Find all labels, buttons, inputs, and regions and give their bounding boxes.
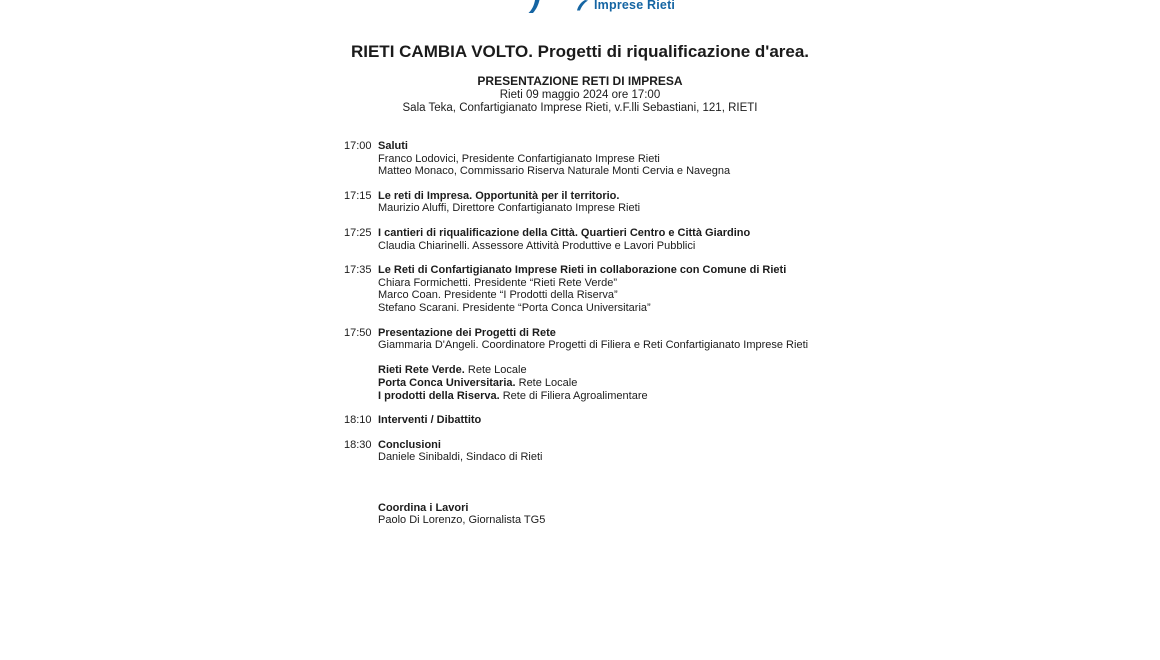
schedule-item: [344, 190, 904, 215]
spacer: [378, 352, 904, 365]
network-item: [378, 377, 904, 390]
schedule-time: 17:15: [344, 189, 372, 202]
session-title: Presentazione dei Progetti di Rete: [378, 326, 556, 339]
session-speaker: Franco Lodovici, Presidente Confartigianato Imprese Rieti: [378, 152, 660, 165]
session-speaker: Stefano Scarani. Presidente “Porta Conca Universitaria”: [378, 301, 651, 314]
moderator-title: Coordina i Lavori: [378, 501, 469, 514]
moderator-name: Paolo Di Lorenzo, Giornalista TG5: [378, 514, 546, 527]
session-title: Interventi / Dibattito: [378, 414, 482, 427]
session-speaker: Daniele Sinibaldi, Sindaco di Rieti: [378, 451, 543, 464]
event-subtitle: PRESENTAZIONE RETI DI IMPRESA: [477, 74, 683, 88]
schedule-item: [344, 327, 904, 403]
schedule-time: 17:00: [344, 140, 372, 152]
schedule-time: 18:30: [344, 438, 372, 451]
logo-strip: [0, 0, 1160, 14]
schedule-time: 18:10: [344, 414, 372, 427]
empty-time-cell: [344, 502, 378, 527]
logo-text: Imprese Rieti: [594, 0, 676, 12]
session-speaker: Claudia Chiarinelli. Assessore Attività Produttive e Lavori Pubblici: [378, 239, 696, 252]
network-desc: Rete di Filiera Agroalimentare: [502, 389, 648, 402]
network-name: I prodotti della Riserva.: [378, 389, 500, 402]
network-desc: Rete Locale: [518, 376, 578, 389]
session-speaker: Chiara Formichetti. Presidente “Rieti Rete Verde”: [378, 276, 618, 289]
session-title: Le reti di Impresa. Opportunità per il territorio.: [378, 189, 620, 202]
page-title: RIETI CAMBIA VOLTO. Progetti di riqualificazione d'area.: [350, 42, 810, 61]
session-title: I cantieri di riqualificazione della Città. Quartieri Centro e Città Giardino: [378, 226, 751, 239]
event-date: Rieti 09 maggio 2024 ore 17:00: [499, 88, 661, 101]
network-name: Porta Conca Universitaria.: [378, 376, 516, 389]
schedule-item: [344, 439, 904, 464]
schedule-time: 17:35: [344, 264, 372, 277]
network-name: Rieti Rete Verde.: [378, 364, 465, 377]
logo-glyph-fragment-icon: [577, 0, 588, 11]
network-desc: Rete Locale: [467, 364, 527, 377]
session-speaker: Matteo Monaco, Commissario Riserva Naturale Monti Cervia e Navegna: [378, 165, 731, 178]
session-speaker: Maurizio Aluffi, Direttore Confartigianato Imprese Rieti: [378, 202, 641, 215]
session-speaker: Giammaria D'Angeli. Coordinatore Progetti di Filiera e Reti Confartigianato Imprese Rieti: [378, 339, 809, 352]
schedule-item: [344, 140, 904, 178]
moderator-block: [344, 502, 904, 527]
session-title: Conclusioni: [378, 438, 441, 451]
schedule-item: [344, 227, 904, 252]
header: [0, 42, 1160, 115]
network-item: [378, 364, 904, 377]
schedule-item: [344, 414, 904, 427]
event-venue: Sala Teka, Confartigianato Imprese Rieti, v.F.lli Sebastiani, 121, RIETI: [402, 101, 758, 114]
schedule-item: [344, 264, 904, 314]
schedule-time: 17:25: [344, 226, 372, 239]
session-speaker: Marco Coan. Presidente “I Prodotti della Riserva”: [378, 289, 618, 302]
session-title: Saluti: [378, 140, 408, 152]
logo-mark-fragment-icon: [528, 0, 540, 13]
schedule: [344, 140, 904, 539]
session-title: Le Reti di Confartigianato Imprese Rieti in collaborazione con Comune di Rieti: [378, 264, 787, 277]
schedule-time: 17:50: [344, 326, 372, 339]
network-item: [378, 390, 904, 403]
